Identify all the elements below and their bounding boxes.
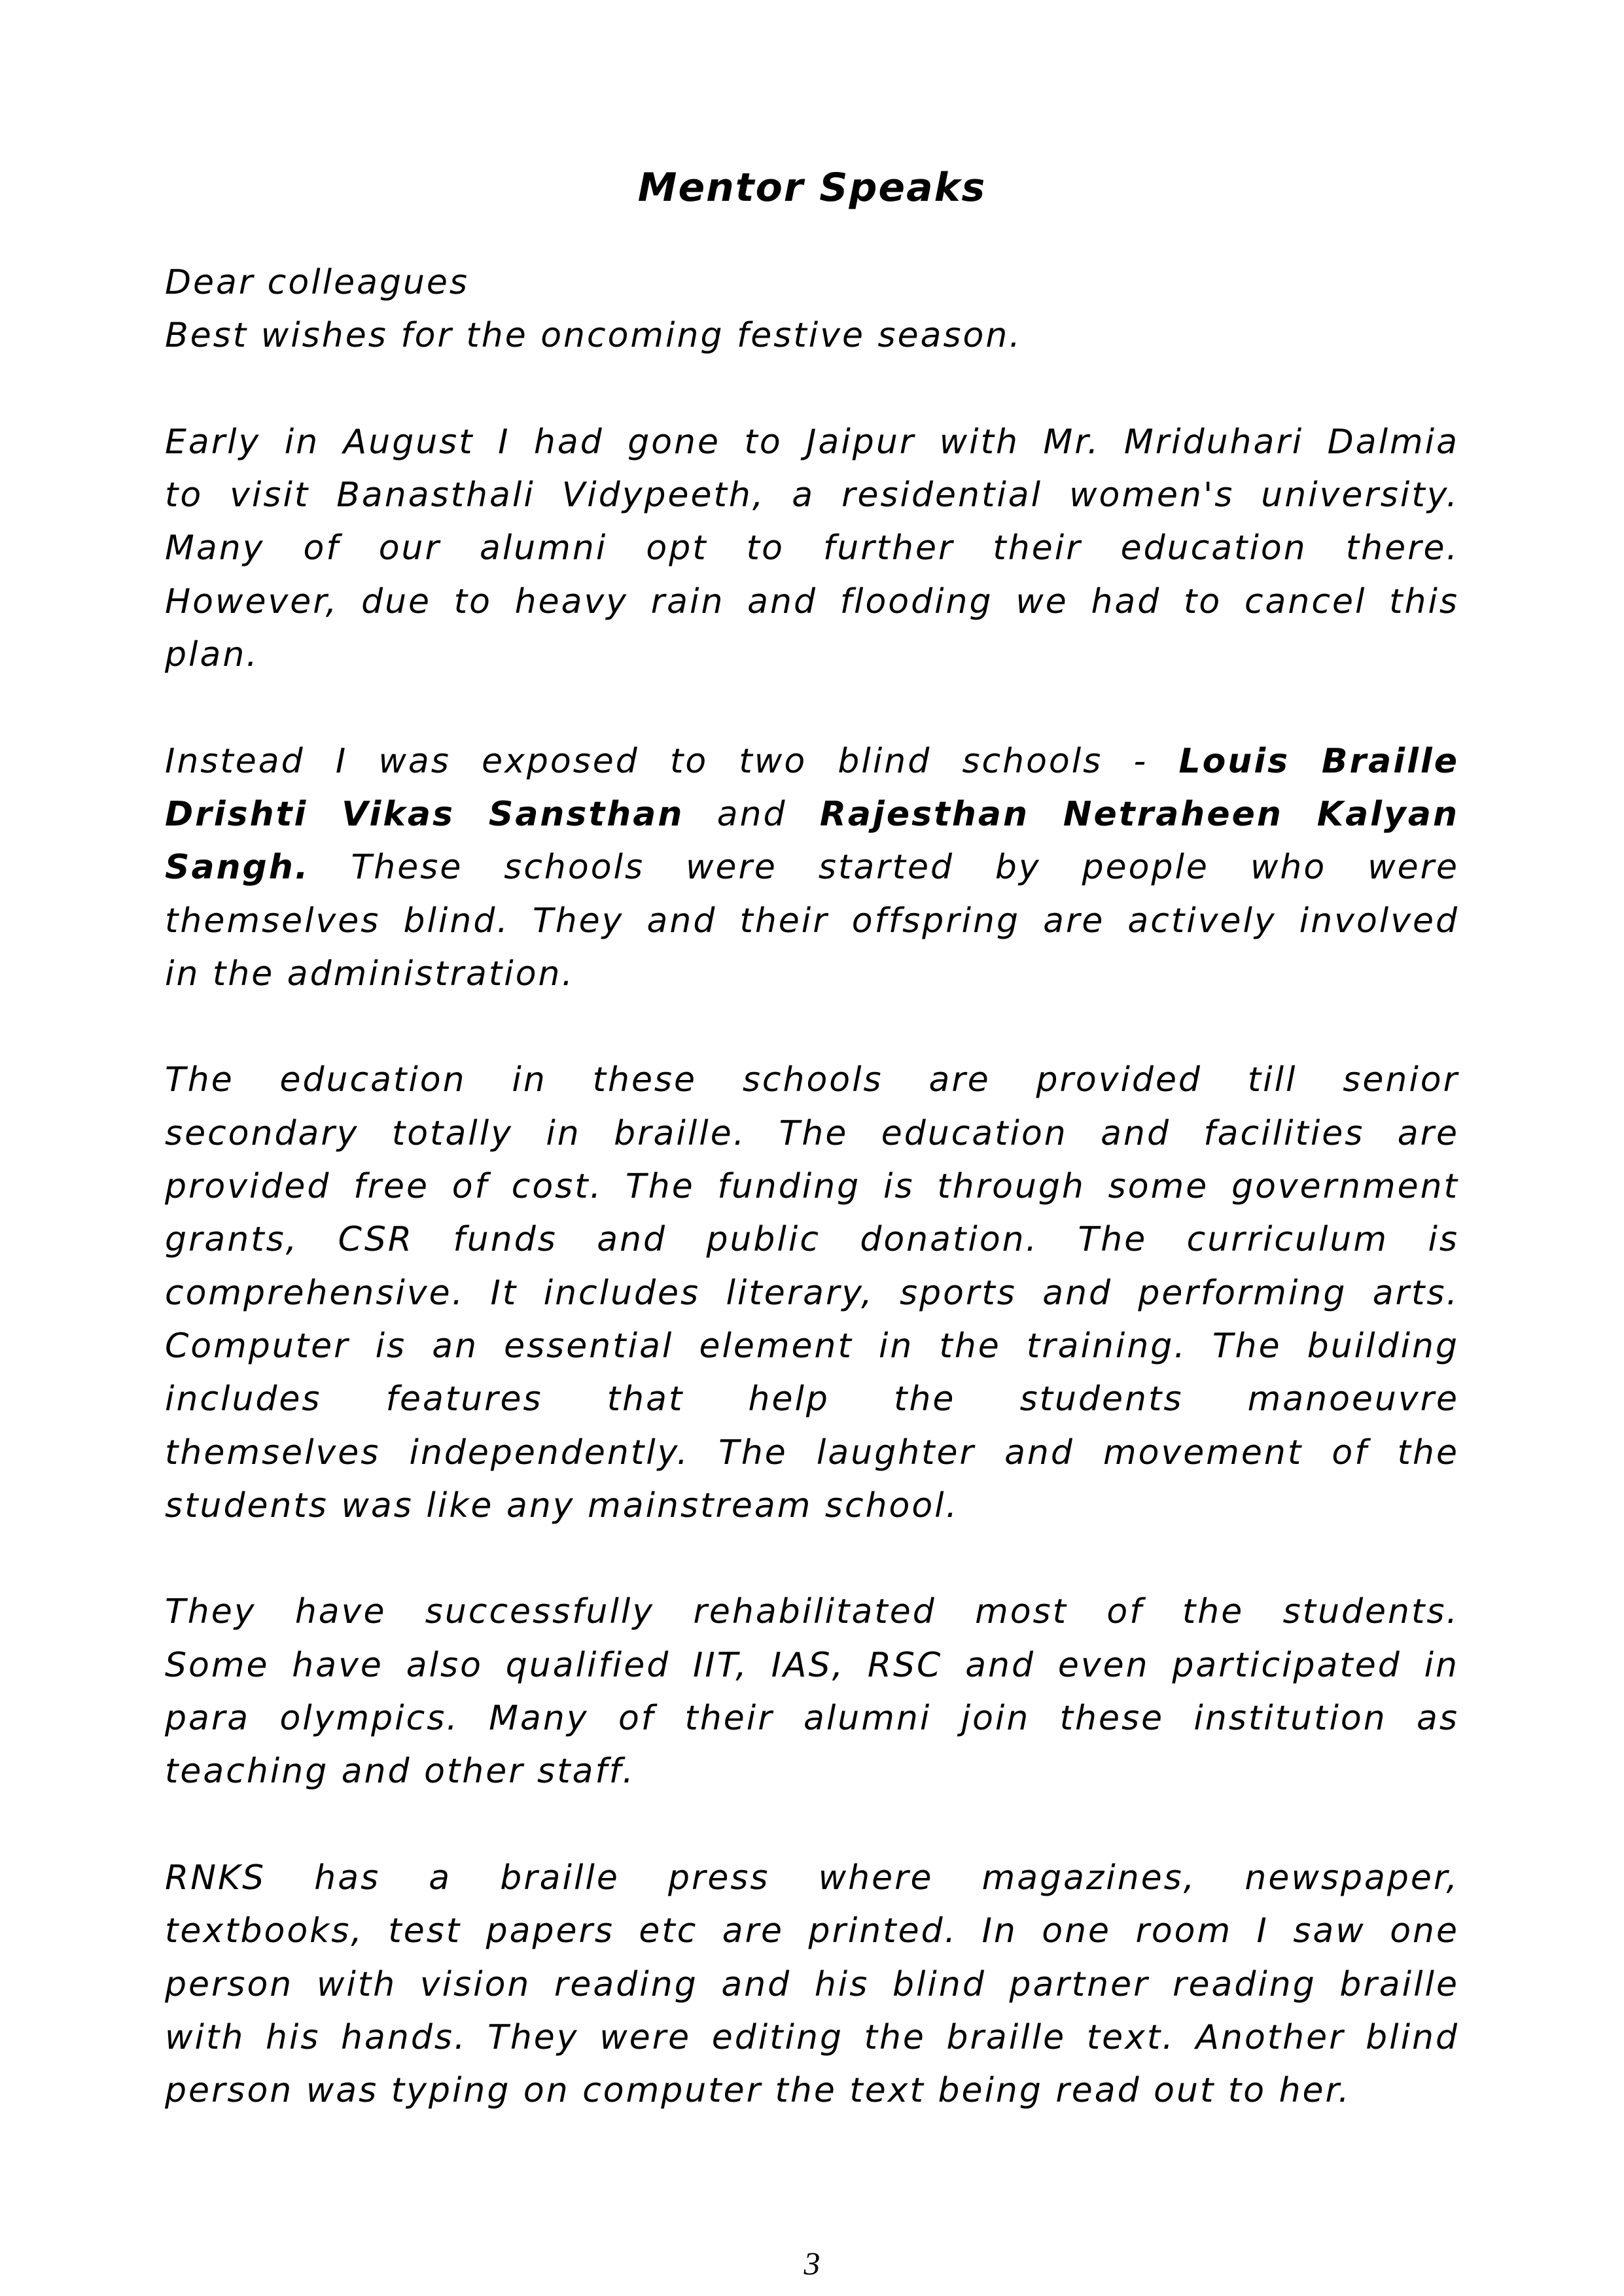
text-line: [165, 2011, 1459, 2064]
text-segment: themselves independently. The laughter and movement of the: [165, 1433, 1459, 1472]
paragraph: [165, 416, 1459, 682]
text-line: [165, 416, 1459, 469]
paragraph: [165, 1586, 1459, 1798]
text-line: [165, 1160, 1459, 1213]
text-segment: Many of our alumni opt to further their education there.: [165, 529, 1459, 568]
text-line: [165, 1852, 1459, 1905]
bold-text: Sangh.: [165, 848, 310, 888]
paragraph: [165, 735, 1459, 1001]
paragraph: [165, 256, 1459, 363]
text-segment: students was like any mainstream school.: [165, 1486, 959, 1525]
text-line: [165, 1480, 1459, 1533]
text-line: [165, 629, 1459, 682]
text-line: [165, 735, 1459, 788]
bold-text: Rajesthan Netraheen Kalyan: [819, 794, 1459, 834]
text-segment: Some have also qualified IIT, IAS, RSC and even participated in: [165, 1645, 1459, 1685]
text-segment: RNKS has a braille press where magazines, newspaper,: [165, 1858, 1459, 1898]
text-line: [165, 1639, 1459, 1692]
text-segment: person was typing on computer the text being read out to her.: [165, 2071, 1351, 2111]
text-segment: Instead I was exposed to two blind schools -: [165, 741, 1179, 781]
text-segment: provided free of cost. The funding is through some government: [165, 1167, 1459, 1207]
text-line: [165, 1373, 1459, 1426]
bold-text: Louis Braille: [1178, 741, 1459, 781]
text-line: [165, 1267, 1459, 1320]
text-line: [165, 576, 1459, 629]
letter-body: [165, 256, 1459, 2171]
text-segment: with his hands. They were editing the braille text. Another blind: [165, 2017, 1459, 2057]
text-line: [165, 1958, 1459, 2011]
text-segment: to visit Banasthali Vidypeeth, a residential women's university.: [165, 476, 1459, 515]
text-segment: secondary totally in braille. The education and facilities are: [165, 1113, 1459, 1153]
text-segment: para olympics. Many of their alumni join these institution as: [165, 1699, 1459, 1739]
text-line: [165, 522, 1459, 575]
text-line: [165, 1320, 1459, 1373]
text-segment: in the administration.: [165, 954, 575, 994]
text-line: [165, 2064, 1459, 2117]
text-line: [165, 1692, 1459, 1745]
text-line: [165, 309, 1459, 362]
paragraph: [165, 1054, 1459, 1533]
bold-text: Drishti Vikas Sansthan: [165, 794, 684, 834]
text-line: [165, 1586, 1459, 1639]
text-line: [165, 1107, 1459, 1160]
text-line: [165, 948, 1459, 1001]
text-segment: themselves blind. They and their offspring are actively involved: [165, 901, 1459, 941]
text-segment: Early in August I had gone to Jaipur with Mr. Mriduhari Dalmia: [165, 422, 1459, 462]
paragraph: [165, 1852, 1459, 2117]
text-segment: plan.: [165, 635, 259, 675]
text-segment: grants, CSR funds and public donation. The curriculum is: [165, 1220, 1459, 1260]
text-line: [165, 1905, 1459, 1958]
text-segment: Best wishes for the oncoming festive season.: [165, 316, 1022, 356]
text-line: [165, 1213, 1459, 1266]
text-segment: teaching and other staff.: [165, 1752, 635, 1792]
page-title: Mentor Speaks: [637, 165, 987, 211]
text-line: [165, 256, 1459, 309]
text-line: [165, 1745, 1459, 1798]
text-line: [165, 895, 1459, 948]
text-segment: These schools were started by people who were: [309, 848, 1459, 888]
text-segment: However, due to heavy rain and flooding we had to cancel this: [165, 582, 1459, 621]
text-segment: comprehensive. It includes literary, sports and performing arts.: [165, 1273, 1459, 1313]
text-line: [165, 469, 1459, 522]
page-number: 3: [803, 2245, 821, 2282]
text-segment: Dear colleagues: [165, 263, 470, 302]
text-segment: They have successfully rehabilitated most of the students.: [165, 1592, 1459, 1632]
text-line: [165, 841, 1459, 894]
text-segment: The education in these schools are provided till senior: [165, 1060, 1459, 1100]
text-segment: person with vision reading and his blind partner reading braille: [165, 1964, 1459, 2004]
text-segment: Computer is an essential element in the training. The building: [165, 1326, 1459, 1366]
text-line: [165, 1054, 1459, 1107]
text-segment: and: [684, 794, 820, 834]
text-segment: includes features that help the students manoeuvre: [165, 1380, 1459, 1419]
text-line: [165, 1427, 1459, 1480]
text-segment: textbooks, test papers etc are printed. In one room I saw one: [165, 1911, 1459, 1951]
text-line: [165, 788, 1459, 841]
